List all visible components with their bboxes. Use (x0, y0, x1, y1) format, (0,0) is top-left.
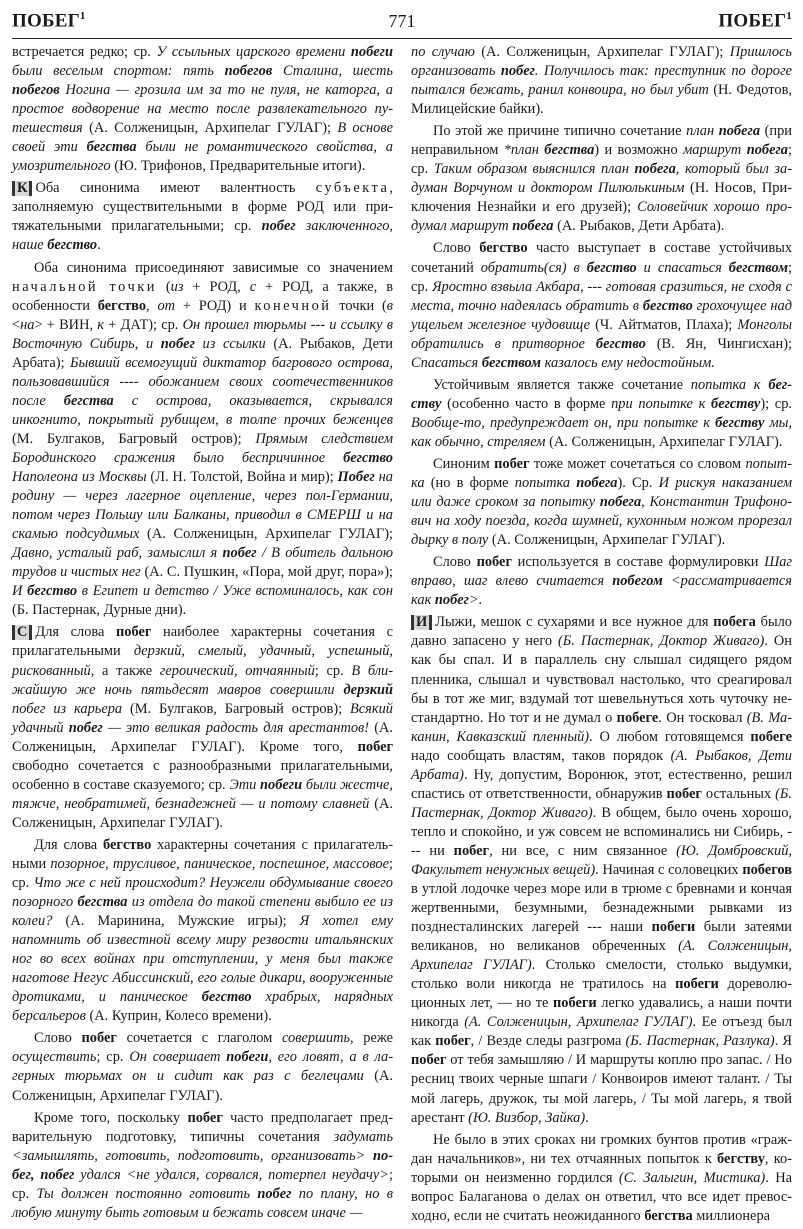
text-run: (А. Солженицын, Архипелаг ГУЛАГ); (474, 44, 730, 60)
paragraph (12, 43, 393, 176)
text-run: . Он тосковал (658, 709, 747, 726)
headword-occurrence: побеги (226, 1049, 269, 1066)
headword-occurrence: побег (435, 1033, 471, 1050)
example-text: при попытке к (611, 395, 712, 412)
example-text: осуществить (12, 1049, 97, 1066)
text-run: (А. Рыбаков, Дети Арбата); (12, 335, 393, 371)
headword-occurrence: побег (160, 335, 195, 352)
example-text: Спасаться (411, 354, 482, 371)
text-run: Слово (433, 240, 480, 257)
headword-occurrence: побеги (651, 919, 696, 936)
example-text: Сталина, шесть (272, 63, 393, 80)
headword-occurrence: бегства (544, 142, 595, 159)
example-text: от (157, 297, 176, 314)
example-text: совершить (281, 1030, 351, 1047)
headword-occurrence: побеги (260, 776, 303, 793)
text-run: (А. Маринина, Мужские игры); (52, 913, 300, 930)
text-run: Оба синонима присоединяют зависимые со значением (34, 259, 393, 276)
text-run: . Он как бы спал. И в параллель сну слышал сидящего рядом пленника, слышал и чувствовал настолько, что среагировал бы в тот же миг, вздумай тот шевельнуться хоть чуточку нестандартно. Но тот и не думал о (411, 633, 792, 726)
headword-occurrence: побег (81, 1030, 117, 1047)
text-run: (А. Куприн, Колесо времени). (85, 1008, 272, 1025)
text-run: (Н. Носов, Приключения Незнайки и его друзей); (411, 180, 792, 216)
example-text: У ссыльных царского времени (156, 44, 351, 60)
example-text: (С. Залыгин, Мистика) (618, 1169, 766, 1186)
text-run: встречается редко; ср. (12, 44, 157, 60)
example-text: Яростно взвыла Акбара, --- готовая сразиться, не сходя с места, точно надеялась обратить в (411, 278, 793, 314)
headword-occurrence: дерзкий (343, 681, 393, 698)
example-text: В ближайшую же ночь пятьдесят мавров совершили (12, 662, 393, 698)
example-text: Соловейчик хорошо продумал маршрут (411, 199, 793, 235)
text-run: + РОД, а также, в особенности (12, 278, 394, 314)
text-run: (М. Булгаков, Багровый остров); (122, 700, 350, 717)
headword-occurrence: побегов (12, 82, 60, 99)
example-text: задумать <замышлять, готовить, подготовить, организовать> (12, 1128, 393, 1164)
text-run: часто предполагает предварительную подготовку, типичны сочетания (12, 1109, 393, 1145)
headword-occurrence: бегству (717, 1150, 765, 1167)
text-run: Устойчивым является также сочетание (433, 376, 691, 393)
homonym-number: 1 (786, 10, 792, 22)
example-text: попытка к (690, 376, 769, 393)
headword-occurrence: бегством (481, 354, 542, 371)
text-run: сочетается с глаголом (116, 1030, 282, 1047)
text-run: (Н. Федотов, Милицейские байки). (411, 82, 792, 118)
example-text: маршрут (683, 142, 747, 159)
example-text: мы, как обычно, стреляем (411, 414, 792, 450)
text-run: , реже (350, 1030, 393, 1047)
text-run: . Столько смелости, столько выдумки, столько воли никогда не тратилось на (411, 957, 793, 993)
headword-occurrence: побега (576, 475, 618, 492)
example-text: , его ловят, а в лагерных тюрьмах он и сидит как раз с беглецами (12, 1049, 393, 1085)
text-run: ). Ср. (617, 475, 659, 492)
text-run: + РОД, (183, 278, 250, 295)
headword-occurrence: бегство (586, 259, 637, 276)
text-run: + ДАТ); ср. (104, 316, 183, 333)
text-run: в утлой лодочке через море или в трюме с бревнами и кончая жертвенными, безумными, безнадежными рывками из позднесталинских лагерей --- наши (411, 881, 792, 936)
text-run: < (12, 316, 21, 333)
example-text: (Ю. Домбровский, Факультет ненужных вещей) (411, 842, 793, 878)
headword-occurrence: побеги (675, 976, 719, 993)
text-run: (М. Булгаков, Багровый остров); (12, 430, 256, 447)
headword-occurrence: побег (187, 1109, 223, 1126)
example-text: <рассматривается как (411, 573, 792, 609)
headword-occurrence: побег (476, 554, 512, 571)
headword-occurrence: бегства (77, 894, 128, 911)
homonym-number: 1 (79, 10, 86, 22)
text-run: Слово (433, 554, 477, 571)
text-run: (но в форме (424, 475, 515, 492)
text-run: (А. Солженицын, Архипелаг ГУЛАГ). Кроме того, (12, 719, 393, 755)
text-run: ; ср. (12, 855, 393, 892)
text-run: используется в составе формулировки (511, 554, 765, 571)
example-text: (Б. Пастернак, Доктор Живаго) (411, 785, 792, 821)
example-text: Прямым следствием Бородинского сражения было беспричинное (12, 430, 394, 466)
text-run: (А. Солженицын, Архипелаг ГУЛАГ). (12, 795, 394, 831)
example-text: по случаю (411, 44, 475, 60)
headword-occurrence: побег (222, 545, 257, 562)
example-text: дерзкий, смелый, удачный, успешный, рискованный (12, 643, 393, 679)
headword-occurrence: побега (713, 614, 756, 631)
text-run: + РОД) и (175, 297, 255, 314)
text-run: (В. Ян, Чингисхан); (645, 335, 792, 352)
paragraph (411, 1131, 792, 1226)
text-run: , / Везде следы разгрома (470, 1033, 626, 1050)
text-run: были затеями великанов, но великанов обреченных (411, 919, 793, 955)
text-run: конечной (254, 297, 332, 314)
example-text: В основе своей эти (12, 120, 393, 156)
paragraph (12, 623, 393, 833)
section-marker: К (12, 181, 32, 196)
text-run: Синоним (433, 455, 495, 472)
example-text: из ссылки (194, 335, 266, 352)
section-marker: С (12, 625, 32, 640)
example-text: побег из карьера (12, 700, 123, 717)
text-run: (Б. Пастернак, Дурные дни). (12, 602, 187, 619)
text-run: (А. Солженицын, Архипелаг ГУЛАГ); (82, 120, 338, 137)
example-text: по плану, но в любую минуту быть готовым и бежать совсем иначе — (12, 1185, 393, 1221)
section-marker: И (411, 615, 432, 630)
text-run: Для слова (35, 624, 116, 641)
text-run: (Л. Н. Толстой, Война и мир); (146, 469, 338, 486)
example-text: храбрых, нарядных берсальеров (12, 989, 393, 1025)
example-text: с (249, 278, 257, 295)
headword-occurrence: бегство (479, 240, 528, 257)
header-entry-word-right: ПОБЕГ$^1$ (718, 10, 792, 32)
example-text: Всякий удачный (12, 700, 393, 736)
headword-occurrence: бегства (86, 139, 137, 156)
example-text: , который был задуман Ворчуном и доктором Пилюлькиным (411, 161, 793, 197)
example-text: удался <не удался, сорвался, потерпел неудачу> (74, 1166, 389, 1183)
example-text: Давно, усталый раб, замыслил я (12, 545, 223, 562)
headword-occurrence: побега (634, 161, 676, 178)
text-run: ; ср. (12, 1166, 393, 1202)
headword-occurrence: бегства (644, 1207, 693, 1224)
text-run: ; ср. (411, 259, 793, 295)
headword-occurrence: побег (434, 592, 469, 609)
example-text: и (636, 259, 658, 276)
headword-occurrence: побегов (742, 861, 792, 878)
paragraph (12, 1029, 393, 1105)
headword-occurrence: побега (718, 123, 761, 140)
headword-occurrence: бегство (642, 297, 693, 314)
example-text: Он совершает (129, 1049, 227, 1066)
headword-occurrence: бегству (411, 376, 792, 412)
headword-occurrence: Побег (337, 469, 375, 486)
example-text: (Б. Пастернак, Разлука) (625, 1033, 775, 1050)
example-text: . Получилось так: преступник по дороге пытался бежать, ранил конвоира, но был убит (411, 63, 792, 99)
text-run: . На вопрос Балаганова о делах он ответил, что все идет превосходно, если не считать неожиданного (411, 1169, 792, 1224)
example-text: Что же с ней происходит? Неужели обдумывание своего позорного (12, 875, 394, 911)
headword-occurrence: побег (666, 785, 702, 802)
text-run: субъекта (315, 180, 390, 197)
text-run: Для слова (34, 836, 104, 853)
text-run: . Я (774, 1033, 792, 1050)
text-run: , заполняемую существительными в форме РОД или притяжательными прилагательными; ср. (12, 180, 393, 235)
paragraph (411, 122, 792, 236)
example-text: И рискуя наказанием или даже сроком за попытку (411, 475, 793, 511)
text-run: было давно запасено у него (411, 614, 793, 650)
example-text: попытка (514, 475, 577, 492)
headword-occurrence: побега (599, 494, 642, 511)
headword-occurrence: побег (257, 1185, 292, 1202)
example-text: И (12, 583, 28, 600)
headword-occurrence: побег (453, 842, 490, 859)
text-run: легко удавались, а наши почти никогда (411, 995, 792, 1031)
text-run: . Начиная с соловецких (595, 861, 743, 878)
example-text: из (170, 278, 184, 295)
example-text: героический, отчаянный (159, 662, 315, 679)
text-run: ( (156, 278, 171, 295)
example-text: Шаг вправо, шаг влево считается (411, 554, 793, 590)
example-text: Ногина — грозила им за то не пуля, не каторга, а простое водворение на место после развлекательного путешествия (12, 82, 393, 137)
text-run: (при неправильном (411, 123, 793, 159)
text-run: (Ю. Трифонов, Предварительные итоги). (110, 158, 366, 175)
example-text: Пришлось организовать (411, 44, 792, 80)
text-run: Не было в этих сроках ни громких бунтов против «граждан начальников», ни тех отчаянных попыток к (411, 1131, 792, 1167)
text-run: (А. Солженицын, Архипелаг ГУЛАГ); (139, 526, 393, 543)
headword-occurrence: побег (261, 218, 296, 235)
example-text: спасаться (657, 259, 729, 276)
text-run: . О любом готовящемся (589, 728, 751, 745)
text-run: , (146, 297, 158, 314)
example-text: попытка (411, 455, 792, 492)
text-run: > + ВИН, (34, 316, 98, 333)
headword-occurrence: побег (357, 738, 393, 755)
headword-occurrence: бегства (63, 392, 114, 409)
text-run: наиболее характерны сочетания с прилагательными (12, 624, 393, 660)
headword-occurrence: побегов (224, 63, 273, 80)
headword-occurrence: побеге (616, 709, 659, 726)
paragraph (12, 179, 393, 255)
text-run: ; ср. (314, 662, 352, 679)
paragraph (411, 553, 792, 610)
headword-occurrence: бегство (595, 335, 646, 352)
text-run: , которыми он неизменно гордился (411, 1150, 793, 1186)
example-text: были веселым спортом: пять (12, 63, 225, 80)
example-text: (А. Рыбаков, Дети Арбата) (411, 747, 792, 783)
example-text: в Египет и детство / Уже вспоминалось, как сон (77, 583, 393, 600)
example-text: к (97, 316, 104, 333)
headword-occurrence: бегство (201, 989, 252, 1006)
headword-occurrence: бегству (715, 414, 765, 431)
text-run: (А. Рыбаков, Дети Арбата). (553, 218, 725, 235)
text-run: Кроме того, поскольку (34, 1109, 188, 1126)
headword-occurrence: бегство (27, 583, 78, 600)
example-text: Вообще-то, предупреждает он, при попытке к (411, 414, 716, 431)
example-text: были жестче, тяжче, необратимей, безнадежней — и потому славней (12, 776, 393, 812)
example-text: заключенного, наше (12, 218, 393, 254)
text-run: (А. С. Пушкин, «Пора, мой друг, пора»); (140, 564, 393, 581)
text-run: Слово (34, 1030, 82, 1047)
example-text: (А. Солженицын, Архипелаг ГУЛАГ) (464, 1014, 693, 1031)
headword-occurrence: бегство (97, 297, 147, 314)
paragraph (12, 1109, 393, 1223)
text-columns (12, 43, 792, 1229)
example-text: на родину — через лагерное оцепление, через пол-Германии, потом через Польшу или Балканы, приводил в СМЕРШ и на скамью подсудимых (12, 469, 394, 543)
headword-occurrence: бегство (343, 449, 393, 466)
text-run: часто выступает в составе устойчивых сочетаний (411, 240, 793, 276)
text-run: . (97, 237, 101, 254)
text-run: (А. Солженицын, Архипелаг ГУЛАГ). (545, 433, 783, 450)
text-run: остальных (701, 785, 776, 802)
example-text: из отдела до такой степени выбило ее из колеи? (12, 894, 393, 930)
paragraph (411, 43, 792, 119)
headword-occurrence: побег (115, 624, 152, 641)
text-run: . (585, 1109, 589, 1126)
text-run: , а также (90, 662, 160, 679)
text-run: . Ну, допустим, Воронюк, этот, естественно, решил спастись от ответственности, обнаружив (411, 766, 792, 802)
headword-occurrence: бегству (711, 395, 761, 412)
headword-occurrence: бегство (47, 237, 98, 254)
example-text: >. (469, 592, 483, 609)
headword-occurrence: побег (411, 1052, 447, 1069)
example-text: Эти (229, 776, 261, 793)
example-text: — это великая радость для арестантов! (102, 719, 370, 736)
example-text: Бывший всемогущий диктатор багрового острова, пользовавшийся ---- обожанием своих соотечественников после (12, 354, 393, 409)
text-run: от тебя замышляю / И маршруты коплю про запас. / Но ресниц твоих черные шпаги / Конвоиров имеют талант. / Ты мой лагерь, дружок, ты мой лагерь, / Ты мой лагерь, я твой арестант (411, 1052, 792, 1126)
text-run: ); ср. (760, 395, 792, 412)
right-column (411, 43, 792, 1229)
example-text: Я хотел ему напомнить об известной всему миру резвости итальянских ног во всех войнах при отступлении, у меня был также наготове Негус Абиссинский, его голые дикари, вооруженные дротиками, и паническое (12, 913, 393, 1006)
text-run: Оба синонима имеют валентность (35, 180, 316, 197)
paragraph (411, 376, 792, 452)
example-text: план (686, 123, 719, 140)
headword-occurrence: побеги (350, 44, 393, 60)
example-text: Он прошел тюрьмы --- и ссылку в Восточную Сибирь, и (12, 316, 393, 352)
text-run: свободно сочетается с разнообразными прилагательными, особенно в составе сказуемого; ср. (12, 757, 393, 793)
example-text: позорное, трусливое, паническое, поспешное, массовое (50, 855, 389, 872)
paragraph (12, 259, 393, 621)
example-text: (А. Солженицын, Архипелаг ГУЛАГ) (411, 938, 793, 974)
example-text: Таким образом выяснился план (433, 161, 635, 178)
text-run: ) и возможно (594, 142, 684, 159)
headword-occurrence: побегом (612, 573, 663, 590)
text-run: характерны сочетания с прилагательными (12, 836, 393, 872)
example-text: были не романтического свойства, а умозрительного (12, 139, 393, 175)
headword-occurrence: бегством (728, 259, 789, 276)
text-run: . В общем, было очень хорошо, тепло и спокойно, и уж совсем не вспоминались ни Сибирь, --- ни (411, 804, 792, 859)
paragraph (411, 613, 792, 1127)
left-column (12, 43, 393, 1229)
example-text: Монголы обратились в притворное (411, 316, 792, 352)
headword-occurrence: побега (512, 218, 554, 235)
page-header (12, 8, 792, 39)
example-text: (В. Маканин, Кавказский пленный) (411, 709, 792, 745)
headword-occurrence: побег (68, 719, 103, 736)
headword-occurrence: побега (746, 142, 788, 159)
paragraph (411, 239, 792, 372)
headword-occurrence: побег, побег (12, 1147, 393, 1183)
example-text: , Константин Трифонович на ходу поезда, когда шумней, кухонным ножом прорезал дырку в полу (411, 494, 792, 549)
text-run: (особенно часто в форме (441, 395, 612, 412)
example-text: *план (503, 142, 545, 159)
example-text: грохочущее над ущельем железное чудовище (411, 297, 792, 333)
text-run: , ни все, с ним связанное (489, 842, 677, 859)
paragraph (12, 836, 393, 1026)
text-run: дореволюционных лет, — но те (411, 976, 792, 1012)
example-text: в (386, 297, 393, 314)
example-text: (Ю. Визбор, Зайка) (468, 1109, 586, 1126)
headword-occurrence: побеги (553, 995, 597, 1012)
headword-occurrence: побег (494, 455, 530, 472)
text-run: . Ее отъезд был как (411, 1014, 792, 1050)
text-run: начальной точки (12, 278, 157, 295)
text-run: миллионера (692, 1207, 771, 1224)
text-run: ; ср. (96, 1049, 130, 1066)
text-run: По этой же причине типично сочетание (433, 123, 687, 140)
headword-occurrence: бегство (103, 836, 152, 853)
example-text: Наполеона из Москвы (12, 469, 147, 486)
headword-occurrence: побеге (750, 728, 792, 745)
example-text: (Б. Пастернак, Доктор Живаго) (558, 633, 765, 650)
example-text: Ты должен постоянно готовить (36, 1185, 258, 1202)
text-run: (А. Солженицын, Архипелаг ГУЛАГ). (488, 532, 726, 549)
text-run: надо сообщать властям, таков порядок (411, 747, 671, 764)
example-text: / В обитель дальною трудов и чистых нег (12, 545, 393, 581)
example-text: обратить(ся) в (480, 259, 587, 276)
paragraph (411, 455, 792, 550)
example-text: казалось ему недостойным. (541, 354, 715, 371)
text-run: тоже может сочетаться со словом (529, 455, 746, 472)
text-run: точки ( (331, 297, 387, 314)
header-entry-word-left: ПОБЕГ$^1$ (12, 10, 86, 32)
example-text: с острова, оказывается, скрывался инкогнито, покрытый рубищем, в толпе прочих беженцев (12, 392, 393, 428)
text-run: ; ср. (411, 142, 792, 178)
text-run: (А. Солженицын, Архипелаг ГУЛАГ). (12, 1068, 393, 1104)
text-run: Лыжи, мешок с сухарями и все нужное для (435, 614, 714, 631)
page-number: 771 (388, 11, 416, 31)
example-text: на (20, 316, 35, 333)
headword-occurrence: побег (500, 63, 535, 80)
text-run: (Ч. Айтматов, Плаха); (590, 316, 738, 333)
